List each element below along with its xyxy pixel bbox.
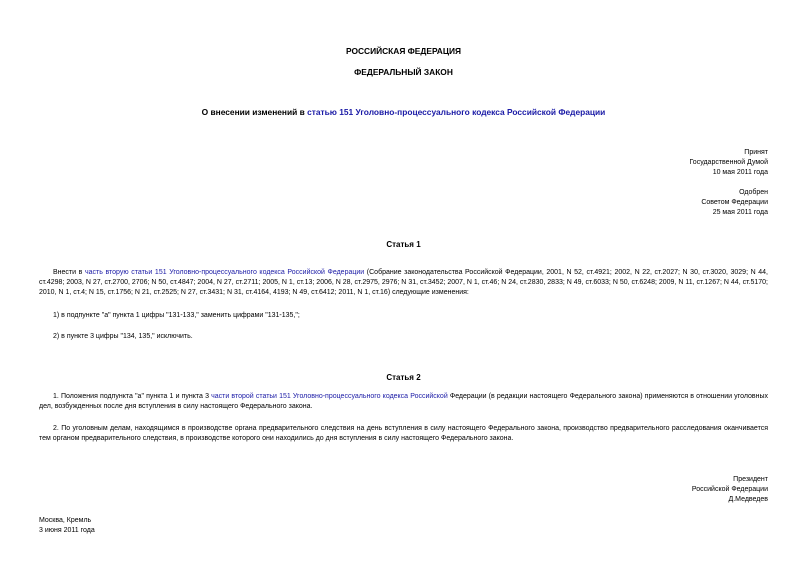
article-2-paragraph-2: 2. По уголовным делам, находящимся в производстве органа предварительного следствия на день вступления в силу настоящего Федерального закона, производство предварительного расследования оканчивается тем органом предварительного следствия, в производстве которого они находились до дня вступления в силу настоящего Федерального закона. — [39, 425, 768, 442]
country-heading: РОССИЙСКАЯ ФЕДЕРАЦИЯ — [345, 46, 462, 56]
adopted-label: Принят — [744, 149, 768, 156]
adopted-date: 10 мая 2011 года — [712, 169, 768, 176]
adopted-by: Государственной Думой — [689, 159, 768, 166]
approved-date: 25 мая 2011 года — [712, 209, 768, 216]
place: Москва, Кремль — [39, 517, 92, 524]
article-2-p1-link[interactable]: части второй статьи 151 Уголовно-процессуального кодекса Российской — [211, 393, 448, 400]
approved-label: Одобрен — [739, 189, 768, 196]
signature-title: Президент — [733, 476, 768, 483]
article-2-p1-rest: Федерации (в редакции настоящего Федерального закона) применяются в отношении уголовных дел, возбужденных после дня вступления в силу настоящего Федерального закона. — [39, 393, 768, 410]
article-1-item-1: 1) в подпункте "а" пункта 1 цифры "131-133," заменить цифрами "131-135,"; — [53, 312, 300, 319]
signature-name: Д.Медведев — [728, 496, 768, 503]
article-2-p1-prefix: 1. Положения подпункта "а" пункта 1 и пункта 3 — [53, 393, 212, 400]
article-1-intro-rest: (Собрание законодательства Российской Федерации, 2001, N 52, ст.4921; 2002, N 22, ст.2027; N 30, ст.3020, 3029; N 44, ст.4298; 2003, N 27, ст.2700, 2706; N 50, ст.4847; 2004, N 27, ст.2711; 2005, N 1, ст.13; 2006, N 28, ст.2975, 2976; N 31, ст.3452; 2007, N 1, ст.46; N 24, ст.2830, 2833; N 49, ст.6033; N 50, ст.6248; 2009, N 11, ст.1267; N 44, ст.5170; 2010, N 1, ст.4; N 15, ст.1756; N 21, ст.2525; N 27, ст.3431; N 31, ст.4164, 4193; N 49, ст.6412; 2011, N 1, ст.16) следующие изменения: — [39, 269, 768, 296]
article-1-heading: Статья 1 — [386, 240, 421, 249]
law-title-prefix: О внесении изменений в — [201, 107, 308, 117]
approved-by: Советом Федерации — [701, 199, 768, 206]
article-1-intro-link[interactable]: часть вторую статьи 151 Уголовно-процессуального кодекса Российской Федерации — [84, 269, 365, 276]
law-title-link[interactable]: статью 151 Уголовно-процессуального кодекса Российской Федерации — [307, 107, 606, 117]
law-title — [0, 107, 807, 117]
doc-type-heading: ФЕДЕРАЛЬНЫЙ ЗАКОН — [354, 67, 453, 77]
signature-country: Российской Федерации — [691, 486, 768, 493]
place-date-block — [39, 516, 95, 536]
signature-block — [692, 475, 768, 505]
article-2-paragraph-1 — [39, 392, 768, 412]
signing-date: 3 июня 2011 года — [39, 527, 95, 534]
article-2-heading: Статья 2 — [386, 373, 421, 382]
article-1-intro — [39, 268, 768, 298]
adoption-block — [689, 148, 768, 218]
article-1-intro-prefix: Внести в — [53, 269, 85, 276]
article-1-item-2: 2) в пункте 3 цифры "134, 135," исключить. — [53, 333, 193, 340]
